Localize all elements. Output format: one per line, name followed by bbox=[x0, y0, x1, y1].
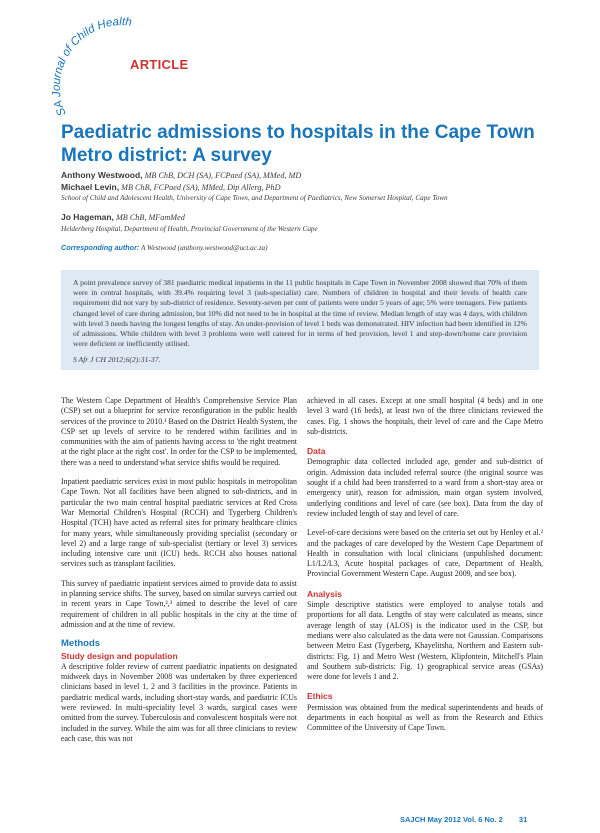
author-degrees: MB ChB, MFamMed bbox=[115, 213, 185, 222]
corresponding-label: Corresponding author: bbox=[61, 243, 140, 252]
paragraph: Level-of-care decisions were based on the criteria set out by Henley et al.² and the packages of care developed by the Western Cape Department of Health in consultation with local clinicians (unpublished document: L1/L2/L3, Acute hospital packages of care, Department of Health, Provincial Government Western Cape. August 2009, and see box). bbox=[307, 528, 543, 579]
paragraph: Inpatient paediatric services exist in most public hospitals in metropolitan Cape Town. Not all facilities have been aligned to sub-districts, and in particular the two main central hospital paediatric services at Red Cross War Memorial Children's Hospital (RCCH) and Tygerberg Children's Hospital (TCH) have acted as referral sites for primary healthcare clinics for many years, while simultaneously providing specialist (secondary or level 2) and a large range of sub-specialist (tertiary or level 3) services including intensive care unit (ICU) beds. RCCH also houses national services such as transplant facilities. bbox=[61, 477, 297, 569]
author-block-1 bbox=[61, 170, 561, 204]
section-heading-methods: Methods bbox=[61, 638, 101, 650]
abstract-text: A point prevalence survey of 381 paediatric medical inpatients in the 11 public hospitals in Cape Town in November 2008 showed that 70% of them were in central hospitals, with 39.4% requiring level 3 (sub-specialist) care. Numbers of children in hospital and their levels of health care requirement did not vary by sub-district of residence. Seventy-seven per cent of patients were under 5 years of age; 5% were teenagers. Few patients changed level of care during admission, but 10% did not need to be in hospital at the time of review. Median length of stay was 4 days, with children with level 3 needs having the longest lengths of stay. An under-provision of level 1 beds was demonstrated. HIV infection had been identified in 12% of admissions. While children with level 3 problems were well catered for in terms of bed provision, level 1 and step-down/home care provision were deficient or inefficiently utilised. bbox=[73, 278, 527, 349]
citation: S Afr J CH 2012;6(2):31-37. bbox=[73, 355, 161, 365]
author-block-2 bbox=[61, 212, 561, 234]
subheading-study-design: Study design and population bbox=[61, 650, 178, 661]
right-column bbox=[307, 396, 543, 743]
author-line bbox=[61, 182, 561, 194]
paragraph: This survey of paediatric inpatient services aimed to provide data to assist in planning service shifts. The survey, based on similar surveys carried out in recent years in Cape Town,²,³ aimed to describe the level of care requirement of children in all public hospitals in the city at the time of admission and at the time of review. bbox=[61, 578, 297, 629]
paragraph: Demographic data collected included age, gender and sub-district of origin. Admission data included referral source (the original source was sought if a child had been transferred to a ward from a short-stay area or emergency unit), reason for admission, main organ system involved, underlying conditions and level of care (see box). Data from the day of review included length of stay and level of care. bbox=[307, 457, 543, 518]
subheading-data: Data bbox=[307, 446, 326, 457]
section-label: ARTICLE bbox=[130, 57, 189, 72]
left-column bbox=[61, 396, 297, 753]
paragraph: A descriptive folder review of current paediatric inpatients on designated midweek days in November 2008 was undertaken by three experienced clinicians based in level 1, 2 and 3 facilities in the province. Patients in paediatric medical wards, including short-stay wards, and paediatric ICUs were reviewed. In multi-speciality level 3 wards, surgical cases were omitted from the survey. Tuberculosis and convalescent hospitals were not included in the survey. While the aim was for all three clinicians to review each case, this was not bbox=[61, 661, 297, 743]
paragraph: achieved in all cases. Except at one small hospital (4 beds) and in one level 3 ward (16 beds), at least two of the three clinicians reviewed the cases. Fig. 1 shows the hospitals, their level of care and the Cape Metro sub-districts. bbox=[307, 396, 543, 436]
paragraph: The Western Cape Department of Health's Comprehensive Service Plan (CSP) set out a blueprint for service reconfiguration in the public health services of the province to 2010.¹ Based on the District Health System, the CSP set up levels of service to be rendered within facilities and in communities with the aim of patients having access to 'the right treatment at the right place at the right cost'. In order for the CSP to be implemented, there was a need to understand what service shifts would be required. bbox=[61, 396, 297, 467]
journal-arc-text: SA Journal of Child Health bbox=[50, 16, 133, 118]
affiliation: School of Child and Adolescent Health, University of Cape Town, and Department of Paediatrics, New Somerset Hospital, Cape Town bbox=[61, 194, 448, 202]
author-name: Michael Levin, bbox=[61, 181, 120, 192]
author-line bbox=[61, 212, 561, 224]
author-degrees: MB ChB, FCPaed (SA), MMed, Dip Allerg, PhD bbox=[121, 182, 281, 192]
paragraph: Permission was obtained from the medical superintendents and heads of departments in each hospital as well as from the Research and Ethics Committee of the University of Cape Town. bbox=[307, 702, 543, 733]
corresponding-text: A Westwood (anthony.westwood@uct.ac.za) bbox=[140, 244, 268, 252]
author-degrees: MB ChB, DCH (SA), FCPaed (SA), MMed, MD bbox=[144, 171, 302, 180]
paragraph: Simple descriptive statistics were employed to analyse totals and proportions for all data. Lengths of stay were calculated as means, since average length of stay (ALOS) is the indicator used in the CSP, but medians were also calculated as the data were not Gaussian. Comparisons between Metro East (Tygerberg, Khayelitsha, Northern and Eastern sub-districts: Fig. 1) and Metro West (Western, Klipfontein, Mitchell's Plain and Southern sub-districts: Fig. 1) geographical service areas (GSAs) were done for levels 1 and 2. bbox=[307, 600, 543, 682]
subheading-ethics: Ethics bbox=[307, 691, 333, 702]
affiliation: Helderberg Hospital, Department of Health, Provincial Government of the Western Cape bbox=[61, 224, 318, 233]
author-name: Anthony Westwood, bbox=[61, 170, 143, 180]
page-number: 31 bbox=[518, 815, 528, 824]
footer-journal: SAJCH May 2012 Vol. 6 No. 2 bbox=[400, 815, 503, 824]
author-line bbox=[61, 170, 561, 182]
author-name: Jo Hageman, bbox=[61, 212, 114, 222]
corresponding-author bbox=[61, 243, 268, 252]
page-footer bbox=[400, 815, 527, 824]
article-title: Paediatric admissions to hospitals in the Cape Town Metro district: A survey bbox=[61, 122, 535, 166]
subheading-analysis: Analysis bbox=[307, 588, 342, 599]
abstract-box bbox=[61, 270, 539, 370]
